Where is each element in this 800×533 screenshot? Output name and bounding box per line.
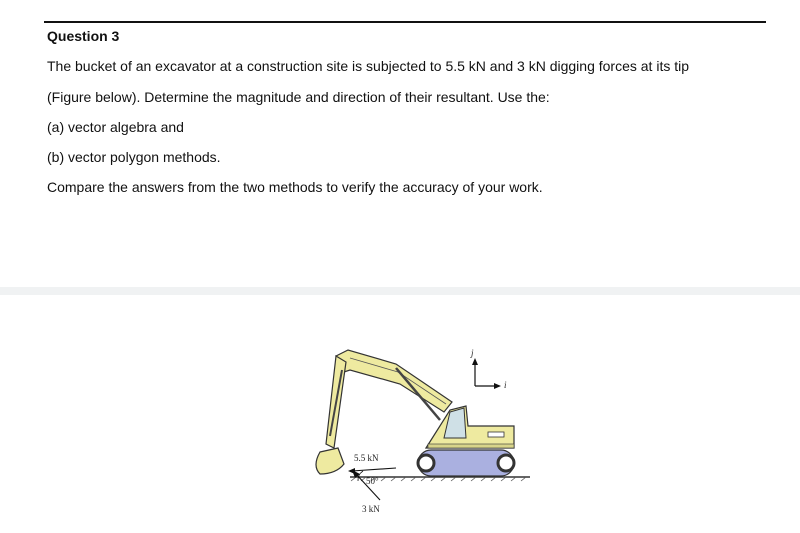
top-rule <box>44 21 766 23</box>
question-line-compare: Compare the answers from the two methods to verify the accuracy of your work. <box>47 179 543 195</box>
excavator-drawing <box>300 340 540 520</box>
axis-j-label: j <box>471 348 474 358</box>
excavator-body <box>426 406 514 448</box>
cab-window <box>444 408 466 438</box>
axis-i-label: i <box>504 380 507 390</box>
excavator-figure <box>300 340 540 520</box>
bucket <box>316 448 344 474</box>
question-title: Question 3 <box>47 28 120 44</box>
track-wheel-right <box>498 455 514 471</box>
question-line-2: (Figure below). Determine the magnitude and direction of their resultant. Use the: <box>47 89 550 105</box>
axis-arrows <box>472 358 501 389</box>
angle-label: 50° <box>366 476 379 486</box>
body-vent <box>488 432 504 437</box>
question-line-part-b: (b) vector polygon methods. <box>47 149 221 165</box>
question-line-1: The bucket of an excavator at a construction site is subjected to 5.5 kN and 3 kN digging forces at its tip <box>47 58 690 74</box>
force-label-5-5kN: 5.5 kN <box>354 453 379 463</box>
force-label-3kN: 3 kN <box>362 504 380 514</box>
question-line-part-a: (a) vector algebra and <box>47 119 184 135</box>
section-divider-band <box>0 287 800 295</box>
track-wheel-left <box>418 455 434 471</box>
